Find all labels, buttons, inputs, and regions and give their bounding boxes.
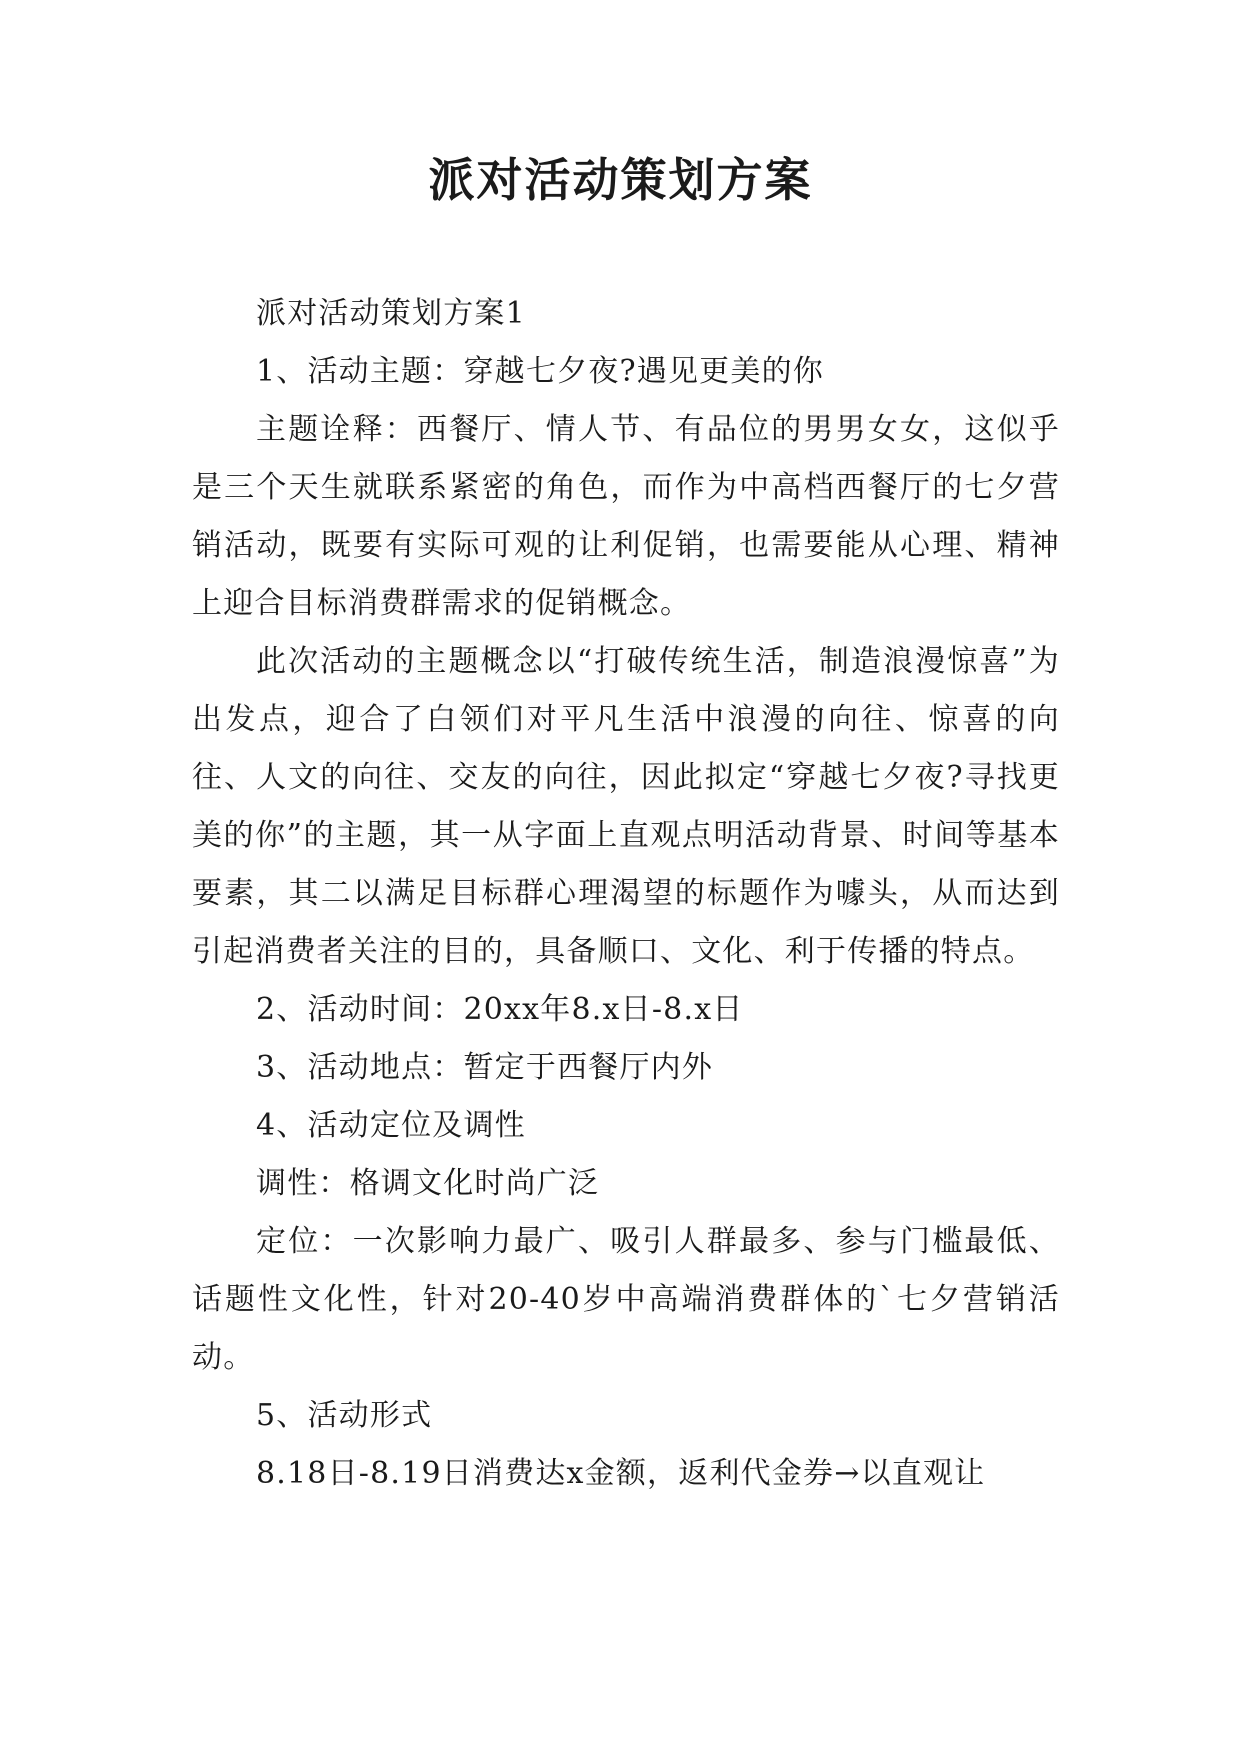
document-body [192, 285, 1060, 1503]
paragraph-tone: 调性：格调文化时尚广泛 [256, 1166, 600, 1201]
document-title: 派对活动策划方案 [428, 153, 813, 207]
paragraph-theme-interpretation: 主题诠释：西餐厅、情人节、有品位的男男女女，这似乎是三个天生就联系紧密的角色，而作为中高档西餐厅的七夕营销活动，既要有实际可观的让利促销，也需要能从心理、精神上迎合目标消费群需求的促销概念。 [192, 412, 1060, 621]
paragraph-activity-format-heading: 5、活动形式 [256, 1398, 433, 1433]
paragraph-activity-time: 2、活动时间：20xx年8.x日-8.x日 [256, 992, 744, 1027]
paragraph-positioning: 定位：一次影响力最广、吸引人群最多、参与门槛最低、话题性文化性，针对20-40岁中高端消费群体的`七夕营销活动。 [192, 1224, 1060, 1375]
paragraph-theme-concept: 此次活动的主题概念以“打破传统生活，制造浪漫惊喜”为出发点，迎合了白领们对平凡生活中浪漫的向往、惊喜的向往、人文的向往、交友的向往，因此拟定“穿越七夕夜?寻找更美的你”的主题，其一从字面上直观点明活动背景、时间等基本要素，其二以满足目标群心理渴望的标题作为噱头，从而达到引起消费者关注的目的，具备顺口、文化、利于传播的特点。 [192, 644, 1060, 969]
paragraph-activity-theme: 1、活动主题：穿越七夕夜?遇见更美的你 [256, 354, 824, 389]
paragraph-activity-location: 3、活动地点：暂定于西餐厅内外 [256, 1050, 714, 1085]
paragraph-positioning-heading: 4、活动定位及调性 [256, 1108, 526, 1143]
paragraph-heading-plan-1: 派对活动策划方案1 [256, 296, 526, 331]
paragraph-activity-format: 8.18日-8.19日消费达x金额，返利代金券→以直观让 [256, 1456, 986, 1491]
